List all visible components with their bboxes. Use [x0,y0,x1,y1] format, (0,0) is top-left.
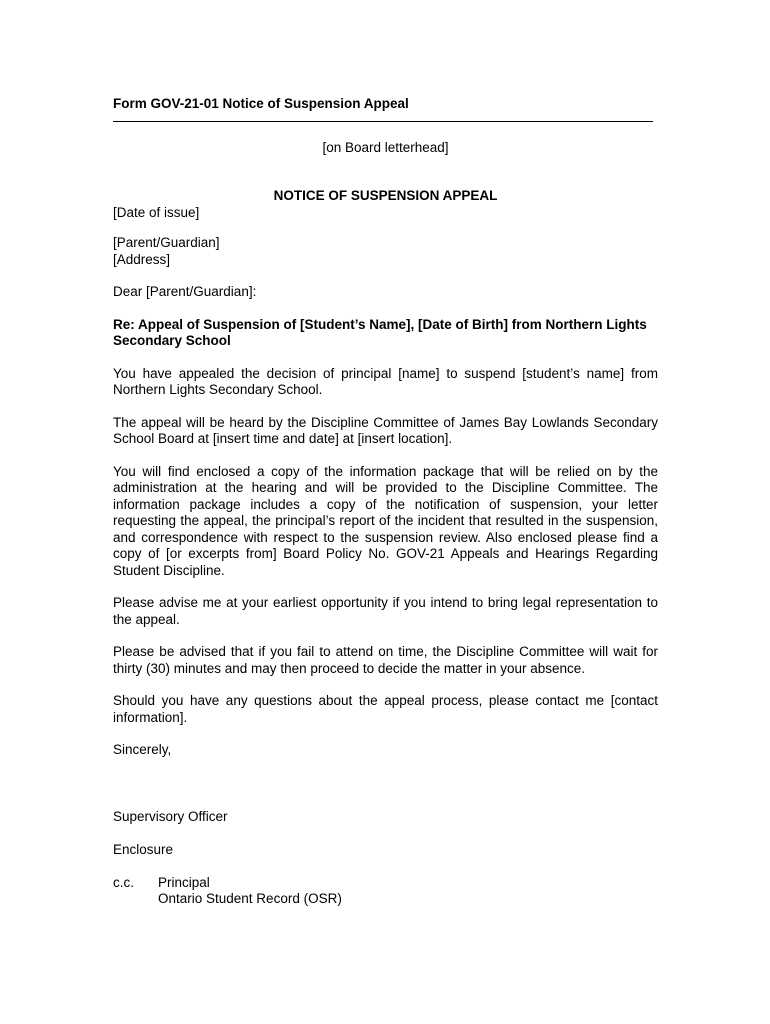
salutation: Dear [Parent/Guardian]: [113,284,257,299]
paragraph-contact: Should you have any questions about the appeal process, please contact me [contact information]. [113,693,658,725]
cc-block [113,875,658,908]
recipient-address-block [113,235,658,268]
title-underline-rule [113,121,653,122]
paragraph-hearing-details: The appeal will be heard by the Discipline Committee of James Bay Lowlands Secondary School Board at [insert time and date] at [insert location]. [113,414,658,446]
enclosure-note: Enclosure [113,842,174,857]
form-title: Form GOV-21-01 Notice of Suspension Appeal [113,96,409,111]
cc-recipient: Principal [158,874,210,890]
letterhead-placeholder: [on Board letterhead] [322,139,449,155]
cc-recipient: Ontario Student Record (OSR) [158,891,342,906]
paragraph-appeal-decision: You have appealed the decision of principal [name] to suspend [student’s name] from Northern Lights Secondary School. [113,365,658,397]
paragraph-information-package: You will find enclosed a copy of the information package that will be relied on by the administration at the hearing and will be provided to the Discipline Committee. The information package includes a copy of the notification of suspension, your letter requesting the appeal, the principal’s report of the incident that resulted in the suspension, and correspondence with respect to the suspension review. Also enclosed please find a copy of [or excerpts from] Board Policy No. GOV-21 Appeals and Hearings Regarding Student Discipline. [113,463,658,578]
letter-body [113,96,658,908]
recipient-address: [Address] [113,251,171,267]
paragraph-legal-representation: Please advise me at your earliest opportunity if you intend to bring legal representation to the appeal. [113,595,658,627]
paragraph-attendance-warning: Please be advised that if you fail to attend on time, the Discipline Committee will wait for thirty (30) minutes and may then proceed to decide the matter in your absence. [113,644,658,676]
cc-label: c.c. [113,874,135,890]
cc-recipient-list [158,875,342,908]
date-of-issue: [Date of issue] [113,204,200,220]
recipient-name: [Parent/Guardian] [113,235,220,250]
notice-title: NOTICE OF SUSPENSION APPEAL [273,188,498,203]
closing: Sincerely, [113,742,172,757]
subject-line: Re: Appeal of Suspension of [Student’s Name], [Date of Birth] from Northern Lights Secondary School [113,316,647,348]
signer-title: Supervisory Officer [113,808,228,824]
